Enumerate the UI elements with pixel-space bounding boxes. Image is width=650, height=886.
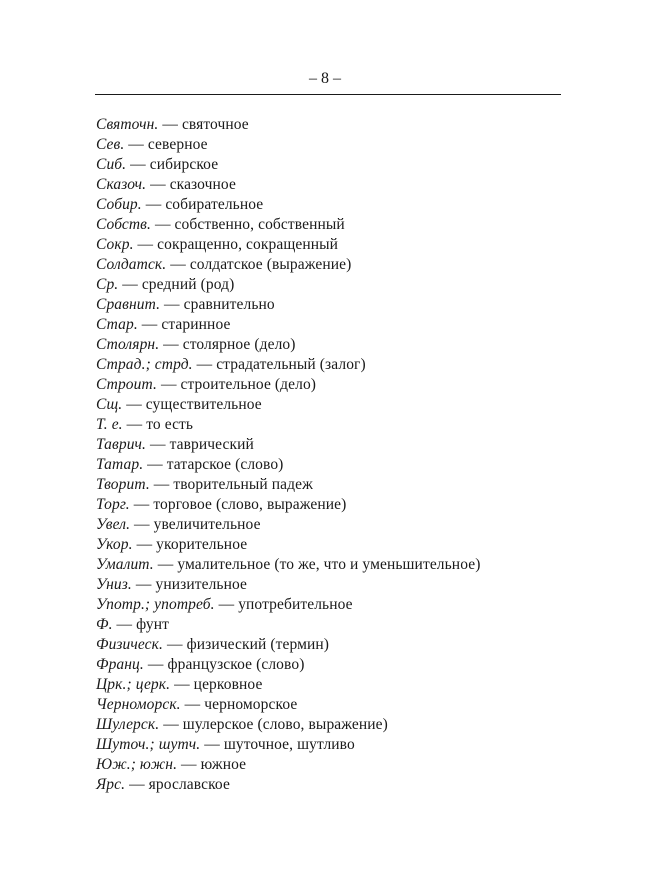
em-dash-separator: —	[126, 156, 150, 173]
abbreviation-term: Сравнит.	[96, 296, 161, 313]
abbreviation-term: Собир.	[96, 196, 142, 213]
abbreviation-entry	[96, 635, 566, 655]
abbreviation-term: Сказоч.	[96, 176, 147, 193]
abbreviation-term: Строит.	[96, 376, 161, 393]
abbreviation-meaning: таврический	[169, 436, 254, 453]
abbreviation-term: Стар.	[96, 316, 138, 333]
abbreviation-list	[96, 115, 566, 795]
abbreviation-entry	[96, 695, 566, 715]
abbreviation-entry	[96, 735, 566, 755]
abbreviation-term: Татар.	[96, 456, 144, 473]
abbreviation-meaning: церковное	[193, 676, 263, 693]
em-dash-separator: —	[214, 596, 239, 613]
abbreviation-entry	[96, 775, 566, 795]
abbreviation-term: Торг.	[96, 496, 130, 513]
abbreviation-term: Сиб.	[96, 156, 127, 173]
em-dash-separator: —	[180, 696, 205, 713]
abbreviation-meaning: сибирское	[149, 156, 219, 173]
abbreviation-meaning: страдательный (залог)	[216, 356, 366, 373]
abbreviation-entry	[96, 435, 566, 455]
abbreviation-meaning: сравнительно	[183, 296, 275, 313]
abbreviation-term: Шулерск.	[96, 716, 160, 733]
abbreviation-meaning: южное	[200, 756, 247, 773]
abbreviation-term: Страд.; стрд.	[96, 356, 193, 373]
abbreviation-meaning: укорительное	[156, 536, 248, 553]
em-dash-separator: —	[133, 236, 158, 253]
abbreviation-entry	[96, 495, 566, 515]
abbreviation-term: Униз.	[96, 576, 132, 593]
abbreviation-meaning: физический (термин)	[186, 636, 330, 653]
em-dash-separator: —	[112, 616, 137, 633]
em-dash-separator: —	[170, 676, 194, 693]
abbreviation-entry	[96, 115, 566, 135]
abbreviation-meaning: собственно, собственный	[174, 216, 345, 233]
abbreviation-term: Ср.	[96, 276, 119, 293]
abbreviation-entry	[96, 315, 566, 335]
abbreviation-meaning: строительное (дело)	[180, 376, 317, 393]
abbreviation-term: Солдатск.	[96, 256, 167, 273]
abbreviation-entry	[96, 555, 566, 575]
em-dash-separator: —	[153, 556, 178, 573]
em-dash-separator: —	[150, 216, 175, 233]
abbreviation-term: Увел.	[96, 516, 131, 533]
em-dash-separator: —	[143, 456, 167, 473]
em-dash-separator: —	[132, 536, 157, 553]
abbreviation-term: Црк.; церк.	[96, 676, 171, 693]
abbreviation-meaning: увеличительное	[153, 516, 261, 533]
em-dash-separator: —	[146, 436, 170, 453]
abbreviation-entry	[96, 155, 566, 175]
em-dash-separator: —	[200, 736, 224, 753]
abbreviation-term: Укор.	[96, 536, 133, 553]
abbreviation-term: Франц.	[96, 656, 144, 673]
abbreviation-entry	[96, 335, 566, 355]
abbreviation-meaning: старинное	[161, 316, 231, 333]
abbreviation-entry	[96, 515, 566, 535]
abbreviation-entry	[96, 415, 566, 435]
abbreviation-meaning: сокращенно, сокращенный	[157, 236, 339, 253]
abbreviation-entry	[96, 275, 566, 295]
abbreviation-entry	[96, 255, 566, 275]
abbreviation-entry	[96, 195, 566, 215]
header-rule	[95, 94, 561, 95]
abbreviation-meaning: сказочное	[169, 176, 236, 193]
abbreviation-term: Сщ.	[96, 396, 123, 413]
em-dash-separator: —	[118, 276, 142, 293]
abbreviation-meaning: унизительное	[155, 576, 247, 593]
abbreviation-entry	[96, 615, 566, 635]
abbreviation-entry	[96, 475, 566, 495]
abbreviation-meaning: северное	[147, 136, 208, 153]
em-dash-separator: —	[130, 516, 154, 533]
abbreviation-entry	[96, 375, 566, 395]
abbreviation-meaning: шуточное, шутливо	[223, 736, 355, 753]
abbreviation-meaning: французское (слово)	[167, 656, 305, 673]
em-dash-separator: —	[146, 176, 170, 193]
abbreviation-entry	[96, 295, 566, 315]
abbreviation-meaning: то есть	[146, 416, 194, 433]
abbreviation-term: Творит.	[96, 476, 150, 493]
em-dash-separator: —	[143, 656, 168, 673]
em-dash-separator: —	[158, 116, 182, 133]
em-dash-separator: —	[192, 356, 217, 373]
abbreviation-term: Т. е.	[96, 416, 123, 433]
abbreviation-entry	[96, 655, 566, 675]
em-dash-separator: —	[122, 416, 147, 433]
abbreviation-meaning: творительный падеж	[173, 476, 313, 493]
abbreviation-term: Собств.	[96, 216, 151, 233]
em-dash-separator: —	[160, 296, 184, 313]
abbreviation-entry	[96, 715, 566, 735]
page-number: – 8 –	[309, 70, 341, 87]
abbreviation-term: Ф.	[96, 616, 113, 633]
em-dash-separator: —	[141, 196, 166, 213]
abbreviation-term: Шуточ.; шутч.	[96, 736, 201, 753]
abbreviation-meaning: шулерское (слово, выражение)	[182, 716, 388, 733]
abbreviation-meaning: татарское (слово)	[166, 456, 284, 473]
em-dash-separator: —	[160, 376, 181, 393]
abbreviation-meaning: собирательное	[165, 196, 264, 213]
abbreviation-meaning: торговое (слово, выражение)	[153, 496, 347, 513]
abbreviation-term: Употр.; употреб.	[96, 596, 215, 613]
em-dash-separator: —	[131, 576, 156, 593]
em-dash-separator: —	[129, 496, 154, 513]
abbreviation-term: Таврич.	[96, 436, 147, 453]
abbreviation-term: Святочн.	[96, 116, 159, 133]
abbreviation-entry	[96, 395, 566, 415]
em-dash-separator: —	[125, 776, 149, 793]
abbreviation-term: Ярс.	[96, 776, 126, 793]
abbreviation-entry	[96, 215, 566, 235]
abbreviation-term: Черноморск.	[96, 696, 181, 713]
em-dash-separator: —	[177, 756, 201, 773]
abbreviation-entry	[96, 575, 566, 595]
abbreviation-entry	[96, 755, 566, 775]
abbreviation-meaning: черноморское	[204, 696, 298, 713]
abbreviation-entry	[96, 235, 566, 255]
abbreviation-entry	[96, 535, 566, 555]
abbreviation-term: Сев.	[96, 136, 125, 153]
abbreviation-entry	[96, 175, 566, 195]
abbreviation-meaning: святочное	[181, 116, 249, 133]
abbreviation-entry	[96, 355, 566, 375]
abbreviation-term: Умалит.	[96, 556, 154, 573]
em-dash-separator: —	[124, 136, 148, 153]
em-dash-separator: —	[159, 716, 183, 733]
abbreviation-term: Сокр.	[96, 236, 134, 253]
abbreviation-entry	[96, 675, 566, 695]
em-dash-separator: —	[159, 336, 183, 353]
em-dash-separator: —	[163, 636, 187, 653]
abbreviation-meaning: солдатское (выражение)	[189, 256, 352, 273]
abbreviation-meaning: фунт	[136, 616, 169, 633]
abbreviation-entry	[96, 455, 566, 475]
abbreviation-term: Физическ.	[96, 636, 163, 653]
em-dash-separator: —	[137, 316, 162, 333]
abbreviation-term: Юж.; южн.	[96, 756, 178, 773]
abbreviation-entry	[96, 595, 566, 615]
em-dash-separator: —	[122, 396, 146, 413]
abbreviation-term: Столярн.	[96, 336, 160, 353]
abbreviation-meaning: умалительное (то же, что и уменьшительное)	[177, 556, 481, 573]
abbreviation-meaning: средний (род)	[141, 276, 235, 293]
abbreviation-meaning: существительное	[145, 396, 262, 413]
abbreviation-entry	[96, 135, 566, 155]
abbreviation-meaning: употребительное	[238, 596, 353, 613]
em-dash-separator: —	[166, 256, 190, 273]
em-dash-separator: —	[149, 476, 174, 493]
abbreviation-meaning: столярное (дело)	[182, 336, 296, 353]
abbreviation-meaning: ярославское	[148, 776, 230, 793]
